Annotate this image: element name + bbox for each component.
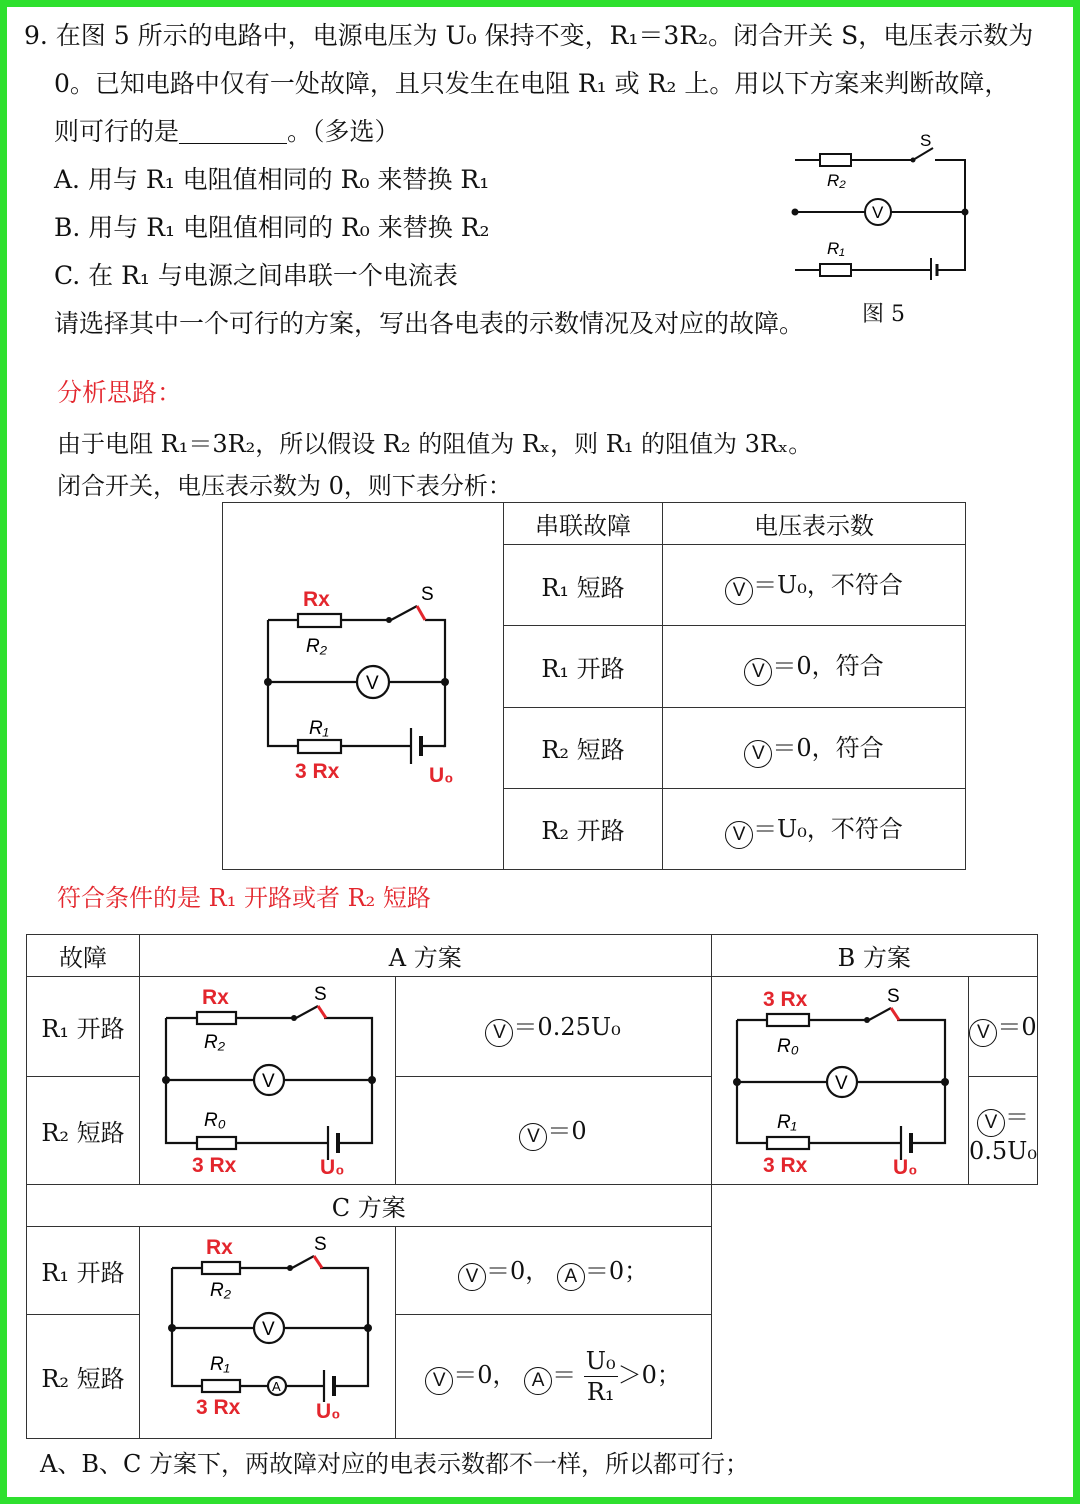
voltmeter-symbol: V: [519, 1123, 547, 1151]
analysis-conclusion: 符合条件的是 R₁ 开路或者 R₂ 短路: [57, 884, 431, 912]
answer-blank[interactable]: [179, 117, 287, 144]
plan-a-circuit: [142, 978, 392, 1178]
plan-a-label-top: Rx: [202, 985, 230, 1009]
analysis-reading: V ＝U₀，不符合: [663, 788, 966, 869]
plan-c-circuit-cell: [140, 1227, 396, 1439]
analysis-label-u0: U₀: [429, 764, 454, 787]
analysis-fault: R₁ 短路: [504, 545, 663, 626]
analysis-fault: R₂ 短路: [504, 707, 663, 788]
question-line-3: 则可行的是 。（多选）: [54, 117, 400, 146]
plans-empty-cell: [711, 1185, 1037, 1439]
ammeter-symbol: A: [524, 1367, 552, 1395]
plans-col-a: A 方案: [140, 935, 712, 977]
analysis-circuit: [233, 578, 493, 788]
plan-c-r2-short-reading: V ＝0， A ＝ $\frac{\text{U₀}}{\text{R₁}}$ ＞0；: [395, 1315, 711, 1439]
plan-b-circuit: [715, 978, 965, 1178]
question-line-2: 0。已知电路中仅有一处故障，且只发生在电阻 R₁ 或 R₂ 上。用以下方案来判断故障，: [54, 69, 1010, 98]
voltmeter-symbol: V: [744, 658, 772, 686]
plan-c-label-s: S: [314, 1233, 327, 1255]
plan-a-label-r0: R₀: [204, 1109, 227, 1131]
voltmeter-symbol: V: [425, 1367, 453, 1395]
plan-a-label-r2: R₂: [204, 1031, 226, 1053]
figure-5-caption: 图 5: [862, 302, 905, 327]
analysis-table: [222, 502, 966, 870]
plan-c-label-r1: R₁: [210, 1353, 230, 1375]
option-c: C. 在 R₁ 与电源之间串联一个电流表: [54, 261, 458, 290]
analysis-label-rx: Rx: [303, 588, 330, 611]
option-a: A. 用与 R₁ 电阻值相同的 R₀ 来替换 R₁: [54, 165, 490, 194]
analysis-line-1: 由于电阻 R₁＝3R₂，所以假设 R₂ 的阻值为 Rₓ，则 R₁ 的阻值为 3Rₓ。: [57, 430, 813, 458]
analysis-label-v: V: [366, 673, 379, 694]
plan-c-label-v: V: [262, 1318, 275, 1340]
plan-b-label-v: V: [834, 1072, 848, 1094]
voltmeter-symbol: V: [744, 740, 772, 768]
analysis-label-3rx: 3 Rx: [295, 760, 340, 783]
plan-b-label-r1: R₁: [776, 1111, 797, 1133]
voltmeter-symbol: V: [485, 1019, 513, 1047]
analysis-fault: R₂ 开路: [504, 788, 663, 869]
fig5-label-v: V: [872, 203, 884, 222]
analysis-label-r2: R₂: [306, 636, 327, 657]
voltmeter-symbol: V: [977, 1109, 1005, 1137]
analysis-reading: V ＝0，符合: [663, 626, 966, 707]
current-fraction: $\frac{\text{U₀}}{\text{R₁}}$: [585, 1347, 616, 1406]
fig5-label-s: S: [920, 131, 932, 150]
analysis-line-2: 闭合开关，电压表示数为 0，则下表分析：: [57, 472, 512, 500]
voltmeter-symbol: V: [969, 1019, 997, 1047]
plan-a-r2-short-reading: V ＝0: [395, 1077, 711, 1185]
final-conclusion: A、B、C 方案下，两故障对应的电表示数都不一样，所以都可行；: [40, 1450, 749, 1478]
plan-ab-fault-r1-open: R₁ 开路: [27, 977, 140, 1077]
plan-ab-fault-r2-short: R₂ 短路: [27, 1077, 140, 1185]
fig5-label-r1: R₁: [827, 239, 845, 258]
plans-col-c: C 方案: [27, 1185, 712, 1227]
plans-col-fault: 故障: [27, 935, 140, 977]
plan-a-label-u0: U₀: [320, 1155, 345, 1178]
plan-b-label-top: 3 Rx: [762, 987, 808, 1011]
voltmeter-symbol: V: [725, 821, 753, 849]
plan-b-label-r0: R₀: [776, 1035, 799, 1057]
plan-c-label-top: Rx: [206, 1235, 234, 1259]
analysis-label-r1: R₁: [309, 718, 329, 739]
analysis-label-s: S: [421, 584, 434, 605]
plan-a-circuit-cell: [140, 977, 396, 1185]
figure-5-circuit: [785, 130, 980, 280]
analysis-fault: R₁ 开路: [504, 626, 663, 707]
ammeter-symbol: A: [557, 1263, 585, 1291]
analysis-reading: V ＝U₀，不符合: [663, 545, 966, 626]
plan-b-r2-short-reading: V ＝0.5U₀: [968, 1077, 1037, 1185]
plan-b-label-s: S: [886, 985, 900, 1007]
option-b: B. 用与 R₁ 电阻值相同的 R₀ 来替换 R₂: [54, 213, 490, 242]
plan-b-circuit-cell: [711, 977, 968, 1185]
fig5-label-r2: R₂: [827, 171, 846, 190]
plan-b-r1-open-reading: V ＝0: [968, 977, 1037, 1077]
plan-c-fault-r1-open: R₁ 开路: [27, 1227, 140, 1315]
analysis-circuit-cell: [223, 503, 504, 870]
plan-a-r1-open-reading: V ＝0.25U₀: [395, 977, 711, 1077]
plan-c-label-r2: R₂: [210, 1279, 232, 1301]
plan-c-r1-open-reading: V ＝0， A ＝0；: [395, 1227, 711, 1315]
plan-b-label-bottom: 3 Rx: [762, 1153, 808, 1177]
question-last-line: 请选择其中一个可行的方案，写出各电表的示数情况及对应的故障。: [54, 309, 805, 338]
plan-a-label-bottom: 3 Rx: [192, 1153, 237, 1177]
plan-a-label-s: S: [314, 983, 327, 1005]
voltmeter-symbol: V: [458, 1263, 486, 1291]
plan-c-label-a: A: [272, 1378, 281, 1394]
analysis-heading: 分析思路：: [57, 378, 183, 407]
plan-c-label-bottom: 3 Rx: [196, 1395, 241, 1419]
plans-col-b: B 方案: [711, 935, 1037, 977]
plans-table: [26, 934, 1038, 1439]
question-line-1: 9. 在图 5 所示的电路中，电源电压为 U₀ 保持不变，R₁＝3R₂。闭合开关 S，电压表示数为: [24, 21, 1034, 50]
plan-a-label-v: V: [262, 1070, 275, 1092]
plan-c-label-u0: U₀: [316, 1399, 341, 1423]
voltmeter-symbol: V: [725, 577, 753, 605]
plan-c-circuit: [142, 1230, 392, 1430]
plan-b-label-u0: U₀: [892, 1155, 918, 1178]
analysis-reading: V ＝0，符合: [663, 707, 966, 788]
plan-c-fault-r2-short: R₂ 短路: [27, 1315, 140, 1439]
analysis-col-reading: 电压表示数: [663, 503, 966, 545]
analysis-col-fault: 串联故障: [504, 503, 663, 545]
